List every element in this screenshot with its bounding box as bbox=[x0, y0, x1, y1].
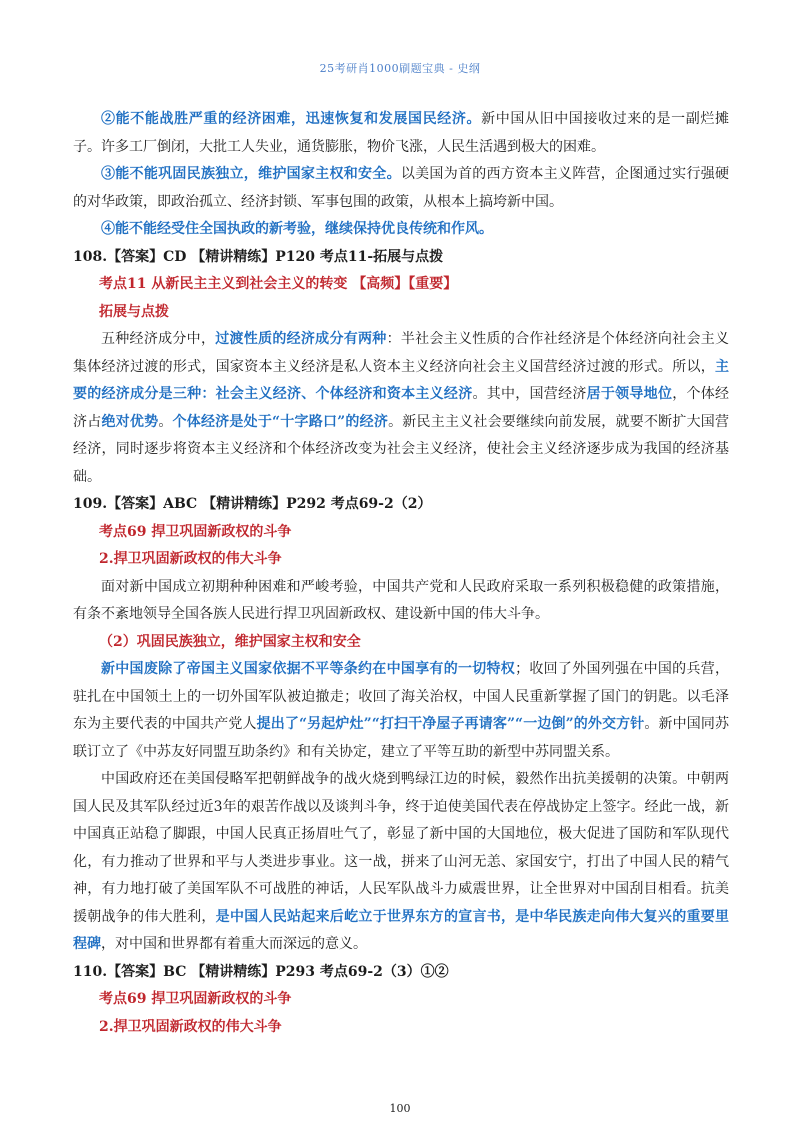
highlight-segment: 提出了“另起炉灶”“打扫干净屋子再请客”“一边倒”的外交方针 bbox=[256, 716, 645, 732]
highlight-sovereignty: ③能不能巩固民族独立，维护国家主权和安全。 bbox=[101, 166, 401, 182]
tuozhan-heading: 拓展与点拨 bbox=[99, 303, 169, 320]
struggle-heading: 2.捍卫巩固新政权的伟大斗争 bbox=[99, 551, 282, 567]
text-segment: 。 bbox=[158, 413, 173, 430]
paragraph-privileges bbox=[73, 656, 729, 766]
paragraph-economy bbox=[73, 106, 729, 161]
answer-108: 108.【答案】CD 【精讲精练】P120 考点11-拓展与点拨 bbox=[73, 248, 444, 265]
struggle-heading-2: 2.捍卫巩固新政权的伟大斗争 bbox=[99, 1018, 282, 1035]
highlight-segment: 主要的经济成分是三种：社会主义经济、个体经济和资本主义经济 bbox=[73, 358, 729, 402]
kaodian-69-heading-2: 考点69 捍卫巩固新政权的斗争 bbox=[99, 991, 292, 1007]
highlight-segment: 是中国人民站起来后屹立于世界东方的宣言书，是中华民族走向伟大复兴的重要里程碑 bbox=[73, 908, 730, 952]
kaodian-11-heading: 考点11 从新民主主义到社会主义的转变 【高频】【重要】 bbox=[99, 276, 458, 292]
answer-109: 109.【答案】ABC 【精讲精练】P292 考点69-2（2） bbox=[73, 496, 432, 512]
highlight-segment: 个体经济是处于“十字路口”的经济 bbox=[172, 413, 389, 430]
text-segment: ，对中国和世界都有着重大而深远的意义。 bbox=[101, 936, 367, 952]
text-segment: 五种经济成分中， bbox=[101, 331, 216, 347]
highlight-segment: 绝对优势 bbox=[101, 413, 159, 430]
paragraph-economic-sectors bbox=[73, 326, 729, 491]
highlight-segment: 过渡性质的经济成分有两种 bbox=[215, 331, 387, 347]
kaodian-69-heading: 考点69 捍卫巩固新政权的斗争 bbox=[99, 523, 292, 540]
page-number: 100 bbox=[389, 1102, 411, 1115]
highlight-economy: ②能不能战胜严重的经济困难，迅速恢复和发展国民经济。 bbox=[101, 111, 482, 127]
paragraph-korean-war bbox=[73, 766, 729, 959]
paragraph-struggle-intro: 面对新中国成立初期种种困难和严峻考验，中国共产党和人民政府采取一系列积极稳健的政策措施，有条不紊地领导全国各族人民进行捍卫巩固新政权、建设新中国的伟大斗争。 bbox=[73, 578, 729, 622]
text-segment: ，个体经济占 bbox=[73, 386, 730, 430]
text-sovereignty: 以美国为首的西方资本主义阵营，企图通过实行强硬的对华政策，即政治孤立、经济封锁、军事包围的政策，从根本上搞垮新中国。 bbox=[73, 166, 729, 210]
highlight-governance: ④能不能经受住全国执政的新考验，继续保持优良传统和作风。 bbox=[101, 221, 493, 237]
paragraph-governance bbox=[73, 216, 729, 244]
answer-110: 110.【答案】BC 【精讲精练】P293 考点69-2（3）①② bbox=[73, 963, 449, 980]
highlight-segment: 居于领导地位 bbox=[586, 386, 673, 402]
highlight-segment: 新中国废除了帝国主义国家依据不平等条约在中国享有的一切特权 bbox=[101, 661, 516, 677]
text-segment: 。其中，国营经济 bbox=[472, 386, 587, 402]
page-header: 25考研肖1000刷题宝典 - 史纲 bbox=[319, 62, 481, 75]
text-segment: 中国政府还在美国侵略军把朝鲜战争的战火烧到鸭绿江边的时候，毅然作出抗美援朝的决策。中朝两国人民及其军队经过近3年的艰苦作战以及谈判斗争，终于迫使美国代表在停战协定上签字。经此一战，新中国真正站稳了脚跟，中国人民真正扬眉吐气了，彰显了新中国的大国地位，极大促进了国防和军队现代化，有力推动了世界和平与人类进步事业。这一战，拼来了山河无恙、家国安宁，打出了中国人民的精气神，有力地打破了美国军队不可战胜的神话，人民军队战斗力威震世界，让全世界对中国刮目相看。抗美援朝战争的伟大胜利， bbox=[73, 771, 729, 925]
subsection-heading-2: （2）巩固民族独立，维护国家主权和安全 bbox=[99, 633, 361, 650]
text-segment: ；收回了外国列强在中国的兵营，驻扎在中国领土上的一切外国军队被迫撤走；收回了海关治权，中国人民重新掌握了国门的钥匙。以毛泽东为主要代表的中国共产党人 bbox=[73, 661, 729, 732]
text-segment: 。新民主主义社会要继续向前发展，就要不断扩大国营经济，同时逐步将资本主义经济和个体经济改变为社会主义经济，使社会主义经济逐步成为我国的经济基础。 bbox=[73, 413, 730, 485]
text-economy: 新中国从旧中国接收过来的是一副烂摊子。许多工厂倒闭，大批工人失业，通货膨胀，物价飞涨，人民生活遇到极大的困难。 bbox=[73, 111, 729, 155]
text-segment: ：半社会主义性质的合作社经济是个体经济向社会主义集体经济过渡的形式，国家资本主义经济是私人资本主义经济向社会主义国营经济过渡的形式。所以， bbox=[73, 331, 730, 375]
text-segment: 。新中国同苏联订立了《中苏友好同盟互助条约》和有关协定，建立了平等互助的新型中苏同盟关系。 bbox=[73, 716, 730, 760]
paragraph-sovereignty bbox=[73, 161, 729, 216]
page-content bbox=[73, 106, 729, 1041]
